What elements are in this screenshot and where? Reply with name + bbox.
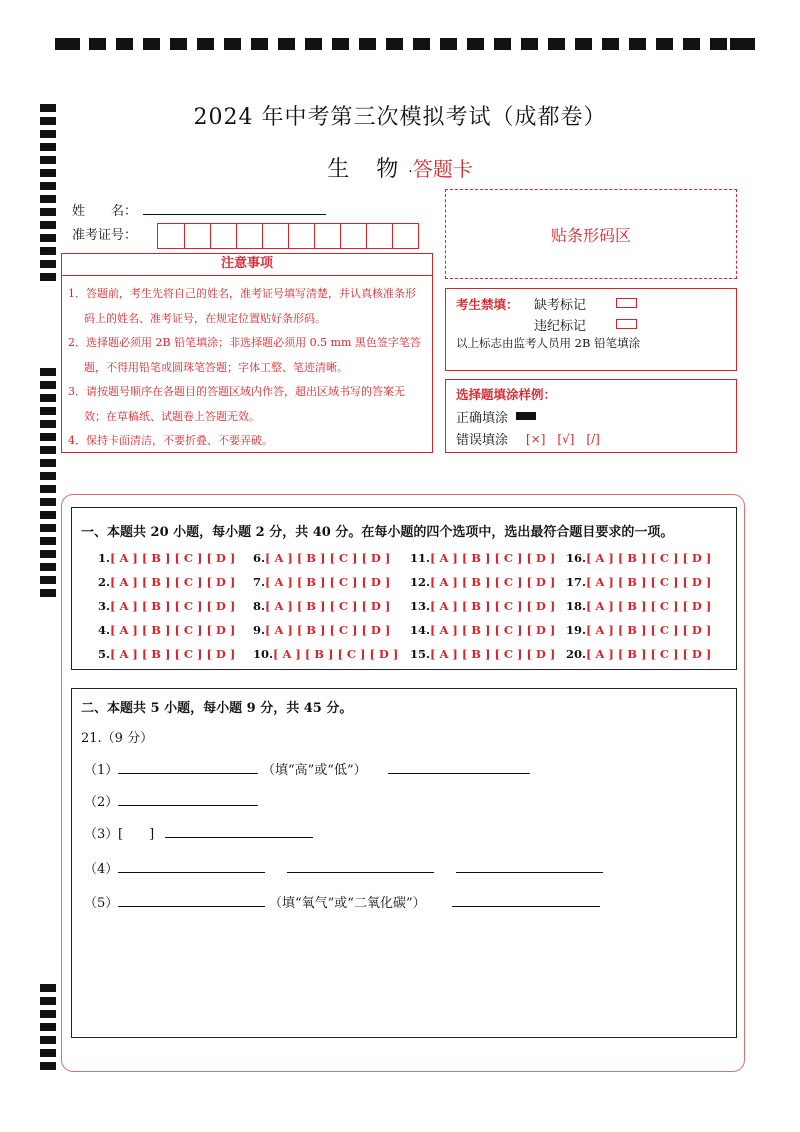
timing-mark bbox=[656, 38, 673, 50]
left-timing-marks-middle bbox=[40, 368, 56, 604]
timing-mark bbox=[40, 498, 56, 506]
timing-mark bbox=[55, 38, 80, 50]
choice-question[interactable] bbox=[566, 551, 711, 565]
timing-mark bbox=[710, 38, 727, 50]
choice-question-number: 15. bbox=[410, 647, 431, 661]
choice-options[interactable]: [ A ] [ B ] [ C ] [ D ] bbox=[110, 623, 236, 637]
timing-mark bbox=[170, 38, 187, 50]
choice-question-number: 12. bbox=[410, 575, 431, 589]
forbidden-label: 考生禁填： bbox=[456, 297, 519, 312]
exam-id-digit-box[interactable] bbox=[236, 224, 262, 248]
forbidden-note: 以上标志由监考人员用 2B 铅笔填涂 bbox=[456, 336, 641, 350]
choice-options[interactable]: [ A ] [ B ] [ C ] [ D ] bbox=[273, 647, 399, 661]
timing-mark bbox=[40, 260, 56, 268]
timing-mark bbox=[683, 38, 700, 50]
card-label: 答题卡 bbox=[412, 157, 473, 181]
timing-mark bbox=[629, 38, 646, 50]
exam-id-digit-box[interactable] bbox=[262, 224, 288, 248]
choice-options[interactable]: [ A ] [ B ] [ C ] [ D ] bbox=[265, 599, 391, 613]
choice-options[interactable]: [ A ] [ B ] [ C ] [ D ] bbox=[430, 647, 556, 661]
choice-question[interactable] bbox=[253, 551, 390, 565]
forbidden-box bbox=[445, 288, 737, 371]
timing-mark bbox=[40, 394, 56, 402]
timing-mark bbox=[224, 38, 241, 50]
part-1-blank-b[interactable] bbox=[388, 773, 530, 774]
exam-id-digit-box[interactable] bbox=[158, 224, 184, 248]
choice-question[interactable] bbox=[253, 647, 398, 661]
part-4-label: （4） bbox=[84, 862, 119, 877]
timing-mark bbox=[40, 550, 56, 558]
timing-mark bbox=[40, 273, 56, 281]
exam-id-label: 准考证号： bbox=[72, 228, 138, 243]
timing-mark bbox=[386, 38, 403, 50]
notice-item: 4．保持卡面清洁，不要折叠、不要弄破。 bbox=[68, 434, 273, 447]
correct-fill-label: 正确填涂 bbox=[456, 411, 509, 426]
name-field[interactable] bbox=[143, 214, 326, 215]
timing-mark bbox=[40, 524, 56, 532]
choice-options[interactable]: [ A ] [ B ] [ C ] [ D ] bbox=[430, 623, 556, 637]
choice-options[interactable]: [ A ] [ B ] [ C ] [ D ] bbox=[110, 647, 236, 661]
left-timing-marks-bottom bbox=[40, 984, 56, 1074]
choice-question-number: 17. bbox=[566, 575, 587, 589]
violation-mark-box[interactable] bbox=[616, 319, 637, 329]
part-5-blank-b[interactable] bbox=[452, 906, 600, 907]
choice-question[interactable] bbox=[253, 575, 390, 589]
sample-heading: 选择题填涂样例： bbox=[456, 387, 557, 402]
timing-mark bbox=[602, 38, 619, 50]
timing-mark bbox=[40, 143, 56, 151]
timing-mark bbox=[413, 38, 430, 50]
timing-mark bbox=[40, 472, 56, 480]
part-2-label: （2） bbox=[84, 795, 119, 810]
choice-question[interactable] bbox=[410, 575, 555, 589]
timing-mark bbox=[143, 38, 160, 50]
timing-mark bbox=[40, 234, 56, 242]
absent-mark-box[interactable] bbox=[616, 298, 637, 308]
choice-question-number: 10. bbox=[253, 647, 274, 661]
section2-title: 二、本题共 5 小题，每小题 9 分，共 45 分。 bbox=[81, 701, 353, 716]
choice-question-number: 16. bbox=[566, 551, 587, 565]
subject-name: 生 物 bbox=[327, 157, 409, 182]
choice-options[interactable]: [ A ] [ B ] [ C ] [ D ] bbox=[586, 647, 712, 661]
part-1-blank-a[interactable] bbox=[118, 773, 258, 774]
timing-mark bbox=[40, 485, 56, 493]
part-5-hint: （填“氧气”或“二氧化碳”） bbox=[269, 896, 426, 911]
timing-mark bbox=[40, 576, 56, 584]
notice-item: 2．选择题必须用 2B 铅笔填涂；非选择题必须用 0.5 mm 黑色签字笔答题，不得用铅笔或圆珠笔答题；字体工整、笔迹清晰。 bbox=[68, 336, 421, 374]
violation-mark-label: 违纪标记 bbox=[534, 319, 587, 334]
top-timing-marks bbox=[55, 38, 755, 50]
exam-id-digit-box[interactable] bbox=[210, 224, 236, 248]
exam-id-digit-box[interactable] bbox=[288, 224, 314, 248]
choice-question-number: 13. bbox=[410, 599, 431, 613]
timing-mark bbox=[40, 1062, 56, 1070]
subtitle-separator: · bbox=[408, 164, 413, 180]
name-label: 姓 名： bbox=[72, 204, 138, 219]
part-3-blank[interactable] bbox=[165, 837, 313, 838]
choice-question[interactable] bbox=[98, 599, 235, 613]
choice-options[interactable]: [ A ] [ B ] [ C ] [ D ] bbox=[586, 599, 712, 613]
timing-mark bbox=[40, 195, 56, 203]
timing-mark bbox=[40, 208, 56, 216]
timing-mark bbox=[40, 420, 56, 428]
choice-question[interactable] bbox=[410, 551, 555, 565]
choice-options[interactable]: [ A ] [ B ] [ C ] [ D ] bbox=[430, 575, 556, 589]
subtitle bbox=[0, 152, 800, 183]
timing-mark bbox=[40, 997, 56, 1005]
section-free-response bbox=[71, 688, 737, 1038]
part-1-label: （1） bbox=[84, 763, 119, 778]
timing-mark bbox=[116, 38, 133, 50]
choice-question[interactable] bbox=[566, 599, 711, 613]
timing-mark bbox=[40, 1010, 56, 1018]
choice-options[interactable]: [ A ] [ B ] [ C ] [ D ] bbox=[110, 551, 236, 565]
timing-mark bbox=[89, 38, 106, 50]
timing-mark bbox=[40, 446, 56, 454]
timing-mark bbox=[40, 381, 56, 389]
wrong-fill-label: 错误填涂 bbox=[456, 433, 509, 448]
choice-question-number: 9. bbox=[253, 623, 266, 637]
timing-mark bbox=[278, 38, 295, 50]
exam-id-digit-box[interactable] bbox=[366, 224, 392, 248]
timing-mark bbox=[40, 221, 56, 229]
timing-mark bbox=[730, 38, 755, 50]
choice-options[interactable]: [ A ] [ B ] [ C ] [ D ] bbox=[265, 575, 391, 589]
timing-mark bbox=[40, 1036, 56, 1044]
absent-mark-label: 缺考标记 bbox=[534, 298, 587, 313]
timing-mark bbox=[40, 182, 56, 190]
timing-mark bbox=[40, 1023, 56, 1031]
part-4-blank-a[interactable] bbox=[118, 872, 265, 873]
timing-mark bbox=[40, 459, 56, 467]
choice-question[interactable] bbox=[566, 623, 711, 637]
choice-options[interactable]: [ A ] [ B ] [ C ] [ D ] bbox=[265, 551, 391, 565]
choice-question-number: 3. bbox=[98, 599, 111, 613]
timing-mark bbox=[305, 38, 322, 50]
choice-question[interactable] bbox=[98, 575, 235, 589]
exam-id-digit-box[interactable] bbox=[314, 224, 340, 248]
timing-mark bbox=[521, 38, 538, 50]
part-3-label: （3） bbox=[84, 827, 119, 842]
choice-question[interactable] bbox=[253, 623, 390, 637]
choice-question[interactable] bbox=[98, 647, 235, 661]
choice-options[interactable]: [ A ] [ B ] [ C ] [ D ] bbox=[430, 551, 556, 565]
section1-title: 一、本题共 20 小题，每小题 2 分，共 40 分。在每小题的四个选项中，选出最符合题目要求的一项。 bbox=[81, 525, 674, 540]
choice-question-number: 11. bbox=[410, 551, 431, 565]
choice-question-number: 18. bbox=[566, 599, 587, 613]
timing-mark bbox=[40, 1049, 56, 1057]
choice-question[interactable] bbox=[566, 575, 711, 589]
timing-mark bbox=[467, 38, 484, 50]
timing-mark bbox=[575, 38, 592, 50]
notice-item: 1．答题前，考生先将自己的姓名，准考证号填写清楚，并认真核准条形码上的姓名、准考证号，在规定位置贴好条形码。 bbox=[68, 287, 416, 325]
choice-question[interactable] bbox=[98, 551, 235, 565]
choice-options[interactable]: [ A ] [ B ] [ C ] [ D ] bbox=[110, 599, 236, 613]
timing-mark bbox=[40, 433, 56, 441]
timing-mark bbox=[440, 38, 457, 50]
timing-mark bbox=[40, 407, 56, 415]
timing-mark bbox=[40, 563, 56, 571]
choice-question[interactable] bbox=[410, 647, 555, 661]
choice-options[interactable]: [ A ] [ B ] [ C ] [ D ] bbox=[586, 551, 712, 565]
part-2-blank[interactable] bbox=[118, 805, 258, 806]
choice-options[interactable]: [ A ] [ B ] [ C ] [ D ] bbox=[110, 575, 236, 589]
exam-id-boxes[interactable] bbox=[157, 223, 419, 249]
timing-mark bbox=[40, 511, 56, 519]
timing-mark bbox=[40, 537, 56, 545]
choice-question[interactable] bbox=[410, 623, 555, 637]
timing-mark bbox=[40, 368, 56, 376]
timing-mark bbox=[40, 984, 56, 992]
part-4-blank-b[interactable] bbox=[287, 872, 434, 873]
exam-id-digit-box[interactable] bbox=[340, 224, 366, 248]
choice-options[interactable]: [ A ] [ B ] [ C ] [ D ] bbox=[430, 599, 556, 613]
sample-box bbox=[445, 379, 737, 453]
choice-question-number: 2. bbox=[98, 575, 111, 589]
question-21-label: 21.（9 分） bbox=[81, 731, 154, 746]
part-5-label: （5） bbox=[84, 896, 119, 911]
choice-question[interactable] bbox=[98, 623, 235, 637]
exam-id-digit-box[interactable] bbox=[392, 224, 418, 248]
timing-mark bbox=[548, 38, 565, 50]
part-1-hint: （填“高”或“低”） bbox=[262, 763, 367, 778]
section-multiple-choice bbox=[71, 507, 737, 670]
choice-question-number: 1. bbox=[98, 551, 111, 565]
choice-question[interactable] bbox=[410, 599, 555, 613]
notice-heading: 注意事项 bbox=[61, 253, 433, 276]
timing-mark bbox=[251, 38, 268, 50]
choice-options[interactable]: [ A ] [ B ] [ C ] [ D ] bbox=[586, 575, 712, 589]
timing-mark bbox=[40, 589, 56, 597]
choice-question-number: 4. bbox=[98, 623, 111, 637]
barcode-area: 贴条形码区 bbox=[445, 189, 737, 279]
part-5-blank-a[interactable] bbox=[118, 906, 265, 907]
choice-question-number: 14. bbox=[410, 623, 431, 637]
choice-options[interactable]: [ A ] [ B ] [ C ] [ D ] bbox=[586, 623, 712, 637]
timing-mark bbox=[197, 38, 214, 50]
notice-list bbox=[61, 276, 433, 453]
choice-question-number: 7. bbox=[253, 575, 266, 589]
choice-question[interactable] bbox=[566, 647, 711, 661]
timing-mark bbox=[494, 38, 511, 50]
exam-id-digit-box[interactable] bbox=[184, 224, 210, 248]
choice-question[interactable] bbox=[253, 599, 390, 613]
timing-mark bbox=[40, 247, 56, 255]
choice-options[interactable]: [ A ] [ B ] [ C ] [ D ] bbox=[265, 623, 391, 637]
choice-question-number: 20. bbox=[566, 647, 587, 661]
timing-mark bbox=[332, 38, 349, 50]
part-3-bracket[interactable]: [ ] bbox=[118, 827, 155, 842]
part-4-blank-c[interactable] bbox=[456, 872, 603, 873]
choice-question-number: 8. bbox=[253, 599, 266, 613]
choice-question-number: 6. bbox=[253, 551, 266, 565]
correct-fill-sample bbox=[516, 412, 536, 420]
page-title: 2024 年中考第三次模拟考试（成都卷） bbox=[193, 105, 607, 130]
choice-question-number: 5. bbox=[98, 647, 111, 661]
choice-question-number: 19. bbox=[566, 623, 587, 637]
timing-mark bbox=[359, 38, 376, 50]
wrong-fill-samples: [×] [√] [/] bbox=[526, 432, 600, 446]
notice-item: 3．请按题号顺序在各题目的答题区域内作答，超出区域书写的答案无效；在草稿纸、试题卷上答题无效。 bbox=[68, 385, 405, 423]
timing-mark bbox=[40, 130, 56, 138]
